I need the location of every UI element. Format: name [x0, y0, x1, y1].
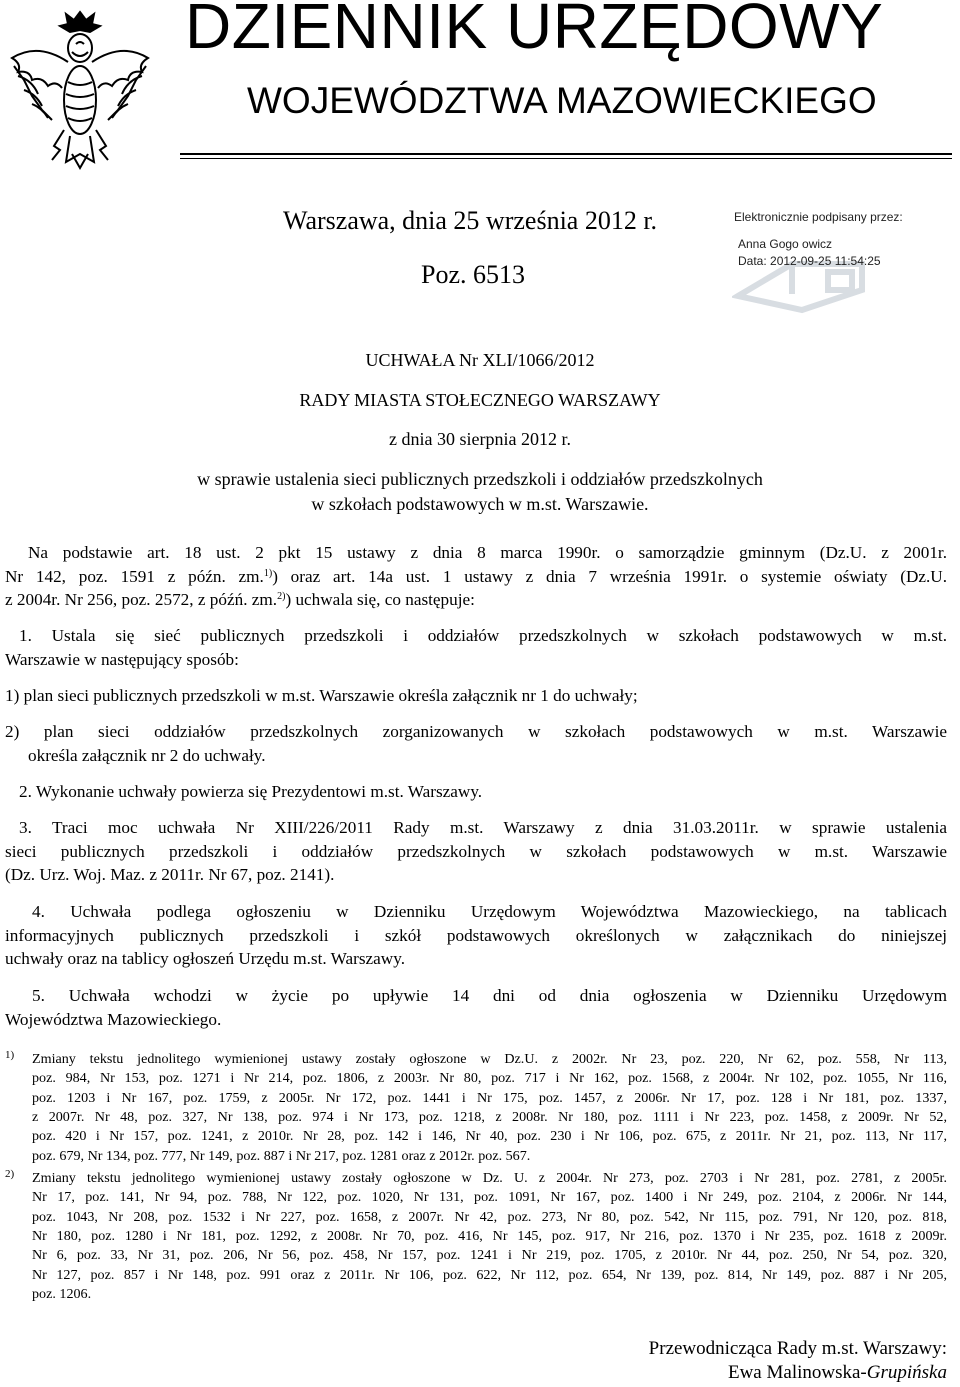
section-1-item-1: 1) plan sieci publicznych przedszkoli w m.st. Warszawie określa załącznik nr 1 do uchwały; — [5, 686, 638, 705]
section-1: 1. Ustala się sieć publicznych przedszkoli i oddziałów przedszkolnych w szkołach podstawowych w m.st. Warszawie w następujący sposób: — [5, 626, 947, 669]
footnote-line: poz. 420 i Nr 157, poz. 1241, z 2010r. Nr 28, poz. 142 i 146, Nr 40, poz. 230 i Nr 106, poz. 675, z 2011r. Nr 21, poz. 113, Nr 117, — [32, 1128, 947, 1145]
masthead-rule-thin — [180, 158, 952, 159]
footnote-2-text — [32, 1169, 947, 1304]
masthead-rule — [180, 153, 952, 155]
signature-label: Elektronicznie podpisany przez: — [734, 210, 903, 224]
footnote-line: poz. 1203 i Nr 167, poz. 1759, z 2005r. Nr 172, poz. 1441 i Nr 175, poz. 1457, z 2006r. Nr 17, poz. 128 i Nr 181, poz. 1337, — [32, 1089, 947, 1106]
section-2: 2. Wykonanie uchwały powierza się Prezydentowi m.st. Warszawy. — [19, 782, 483, 801]
section-1-item-2: 2) plan sieci oddziałów przedszkolnych zorganizowanych w szkołach podstawowych w m.st. Warszawie określa załącznik nr 2 do uchwały. — [5, 722, 947, 765]
resolution-number: UCHWAŁA Nr XLI/1066/2012 — [365, 350, 595, 370]
masthead-title: DZIENNIK URZĘDOWY — [185, 0, 884, 62]
footnote-line: Nr 17, poz. 141, Nr 94, poz. 788, Nr 122, poz. 1020, Nr 131, poz. 1091, Nr 167, poz. 1400 i Nr 249, poz. 2104, z 2006r. Nr 144, — [32, 1189, 947, 1206]
footnote-line: poz. 984, Nr 153, poz. 1271 i Nr 214, poz. 1806, z 2003r. Nr 80, poz. 717 i Nr 162, poz. 1568, z 2004r. Nr 102, poz. 1055, Nr 116, — [32, 1070, 947, 1087]
section-4: 4. Uchwała podlega ogłoszeniu w Dzienniku Urzędowym Województwa Mazowieckiego, na tablicach informacyjnych publicznych przedszkoli i szkół podstawowych określonych w załącznikach do niniejszej uchwały oraz na tablicy ogłoszeń Urzędu m.st. Warszawy. — [5, 902, 947, 968]
footnote-line: Zmiany tekstu jednolitego wymienionej ustawy zostały ogłoszone w Dz. U. z 2004r. Nr 273, poz. 2703 i Nr 281, poz. 2781, z 2005r. — [32, 1170, 947, 1186]
signature-signer: Anna Gogo owicz — [738, 237, 833, 251]
footnote-line: poz. 1043, Nr 208, poz. 1532 i Nr 227, poz. 1658, z 2007r. Nr 42, poz. 273, Nr 80, poz. 542, Nr 115, poz. 791, Nr 120, poz. 818, — [32, 1208, 947, 1225]
footnote-line: Nr 127, poz. 857 i Nr 148, poz. 991 oraz z 2011r. Nr 106, poz. 622, Nr 112, poz. 654, Nr 139, poz. 814, Nr 149, poz. 887 i Nr 205, — [32, 1266, 947, 1283]
polish-eagle-emblem-icon — [6, 4, 154, 174]
resolution-council: RADY MIASTA STOŁECZNEGO WARSZAWY — [299, 390, 661, 410]
footnote-line: Nr 180, poz. 1280 i Nr 181, poz. 1292, z 2008r. Nr 70, poz. 416, Nr 145, poz. 917, Nr 216, poz. 1370 i Nr 235, poz. 1618 z 2009r. — [32, 1228, 947, 1245]
position-number: Poz. 6513 — [421, 260, 525, 289]
section-3: 3. Traci moc uchwała Nr XIII/226/2011 Rady m.st. Warszawy z dnia 31.03.2011r. w sprawie ustalenia sieci publicznych przedszkoli i oddziałów przedszkolnych w szkołach podstawowych w m.st. Warszawie (Dz. Urz. Woj. Maz. z 2011r. Nr 67, poz. 2141). — [5, 818, 947, 884]
electronic-signature-box — [732, 210, 952, 310]
footnote-line: Zmiany tekstu jednolitego wymienionej ustawy zostały ogłoszone w Dz.U. z 2002r. Nr 23, poz. 220, Nr 62, poz. 558, Nr 113, — [32, 1051, 947, 1067]
resolution-subject-line-1: w sprawie ustalenia sieci publicznych przedszkoli i oddziałów przedszkolnych — [197, 469, 763, 489]
footnote-mark-1: 1) — [5, 1049, 15, 1061]
resolution-date: z dnia 30 sierpnia 2012 r. — [389, 429, 571, 449]
footnote-1-text — [32, 1050, 947, 1166]
footnote-mark-2: 2) — [5, 1168, 15, 1180]
footnote-line: poz. 1206. — [32, 1286, 92, 1303]
footnote-line: poz. 679, Nr 134, poz. 777, Nr 149, poz. 887 i Nr 217, poz. 1281 oraz z 2012r. poz. 567. — [32, 1147, 531, 1164]
signature-date: Data: 2012-09-25 11:54:25 — [738, 254, 881, 268]
preamble-line-2: Nr 142, poz. 1591 z późn. zm.$^{1)}$) oraz art. 14a ust. 1 ustawy z dnia 7 września 1991r. o systemie oświaty (Dz.U. — [5, 566, 947, 586]
footnote-line: z 2007r. Nr 48, poz. 327, Nr 138, poz. 974 i Nr 173, poz. 1218, z 2008r. Nr 180, poz. 1111 i Nr 223, poz. 1458, z 2009r. Nr 52, — [32, 1109, 947, 1126]
footnote-2 — [5, 1169, 947, 1304]
preamble — [5, 541, 947, 612]
footnote-line: Nr 6, poz. 33, Nr 31, poz. 206, Nr 56, poz. 458, Nr 157, poz. 1241 i Nr 219, poz. 1705, z 2010r. Nr 44, poz. 250, Nr 54, poz. 320, — [32, 1247, 947, 1264]
preamble-line-3: z 2004r. Nr 256, poz. 2572, z późń. zm.$^{2)}$) uchwala się, co następuje: — [5, 590, 475, 609]
signer-name: Ewa Malinowska-Grupińska — [727, 1362, 947, 1383]
preamble-line-1: Na podstawie art. 18 ust. 2 pkt 15 ustawy z dnia 8 marca 1990r. o samorządzie gminnym (Dz.U. z 2001r. — [28, 543, 947, 562]
resolution-subject-line-2: w szkołach podstawowych w m.st. Warszawie. — [311, 494, 649, 514]
footnote-ref-2[interactable]: 2) — [277, 591, 286, 602]
footnote-1 — [5, 1050, 947, 1166]
place-date: Warszawa, dnia 25 września 2012 r. — [283, 206, 658, 235]
footnote-ref-1[interactable]: 1) — [263, 567, 273, 579]
masthead-subtitle: WOJEWÓDZTWA MAZOWIECKIEGO — [247, 80, 877, 121]
signer-role: Przewodnicząca Rady m.st. Warszawy: — [648, 1338, 947, 1359]
section-5: 5. Uchwała wchodzi w życie po upływie 14 dni od dnia ogłoszenia w Dzienniku Urzędowym Województwa Mazowieckiego. — [5, 986, 947, 1029]
